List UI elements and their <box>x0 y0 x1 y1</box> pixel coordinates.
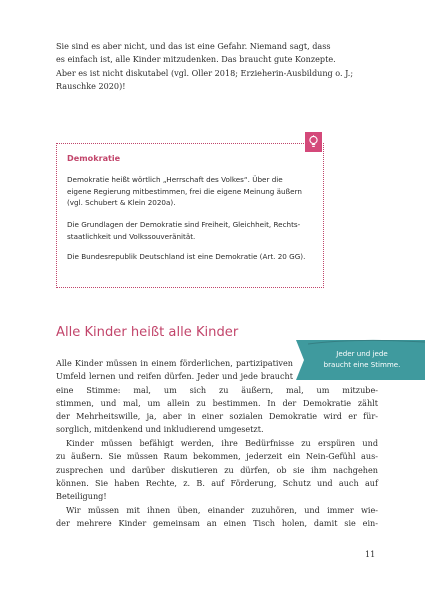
callout-line: braucht eine Stimme. <box>323 360 401 369</box>
definition-title: Demokratie <box>67 153 121 163</box>
intro-paragraph <box>56 40 378 93</box>
body-line: Alle Kinder müssen in einem förderlichen, partizipativen <box>56 358 293 368</box>
body-line: Wir müssen mit ihnen üben, einander zuzuhören, und immer wie- <box>66 505 378 515</box>
body-line: sorglich, mitdenkend und inkludierend umgesetzt. <box>56 424 264 435</box>
body-line: zu äußern. Sie müssen Raum bekommen, jederzeit ein Nein-Gefühl aus- <box>56 451 378 462</box>
definition-line: Demokratie heißt wörtlich „Herrschaft des Volkes“. Über die <box>67 175 283 184</box>
intro-line: Aber es ist nicht diskutabel (vgl. Oller 2018; Erzieherin-Ausbildung o. J.; <box>56 67 354 78</box>
definition-line: Die Grundlagen der Demokratie sind Freiheit, Gleichheit, Rechts- <box>67 220 301 229</box>
body-line: stimmen, und mal, um allein zu bestimmen. In der Demokratie zählt <box>56 397 378 408</box>
body-line: eine Stimme: mal, um sich zu äußern, mal, um mitzube- <box>56 384 378 395</box>
section-heading: Alle Kinder heißt alle Kinder <box>56 325 239 340</box>
body-paragraph-1 <box>56 357 378 437</box>
intro-line: es einfach ist, alle Kinder mitzudenken. Das braucht gute Konzepte. <box>56 54 336 65</box>
intro-line: Rauschke 2020)! <box>56 80 126 91</box>
page-number: 11 <box>365 549 376 559</box>
body-line: Kinder müssen befähigt werden, ihre Bedürfnisse zu erspüren und <box>66 438 378 448</box>
definition-box <box>56 143 324 288</box>
body-paragraph-3 <box>56 504 378 531</box>
body-line: der mehrere Kinder gemeinsam an einen Tisch holen, damit sie ein- <box>56 518 378 529</box>
lightbulb-icon <box>305 132 322 152</box>
body-line: Beteiligung! <box>56 491 107 502</box>
body-line: der Mehrheitswille, ja, aber in einer sozialen Demokratie wird er für- <box>56 411 378 422</box>
body-paragraph-2 <box>56 437 378 503</box>
definition-paragraph-3: Die Bundesrepublik Deutschland ist eine Demokratie (Art. 20 GG). <box>67 252 306 261</box>
body-line: zusprechen und darüber diskutieren zu dürfen, ob sie ihm nachgehen <box>56 464 378 475</box>
definition-paragraph-2 <box>67 219 311 242</box>
definition-line: staatlichkeit und Volkssouveränität. <box>67 231 196 241</box>
callout-line: Jeder und jede <box>336 349 388 358</box>
definition-line: eigene Regierung mitbestimmen, frei die eigene Meinung äußern <box>67 186 302 196</box>
definition-line: (vgl. Schubert & Klein 2020a). <box>67 198 176 208</box>
body-line: können. Sie haben Rechte, z. B. auf Förderung, Schutz und auch auf <box>56 477 378 488</box>
definition-paragraph-1 <box>67 174 311 209</box>
intro-line: Sie sind es aber nicht, und das ist eine Gefahr. Niemand sagt, dass <box>56 41 331 51</box>
body-line: Umfeld lernen und reifen dürfen. Jeder und jede braucht <box>56 371 293 382</box>
